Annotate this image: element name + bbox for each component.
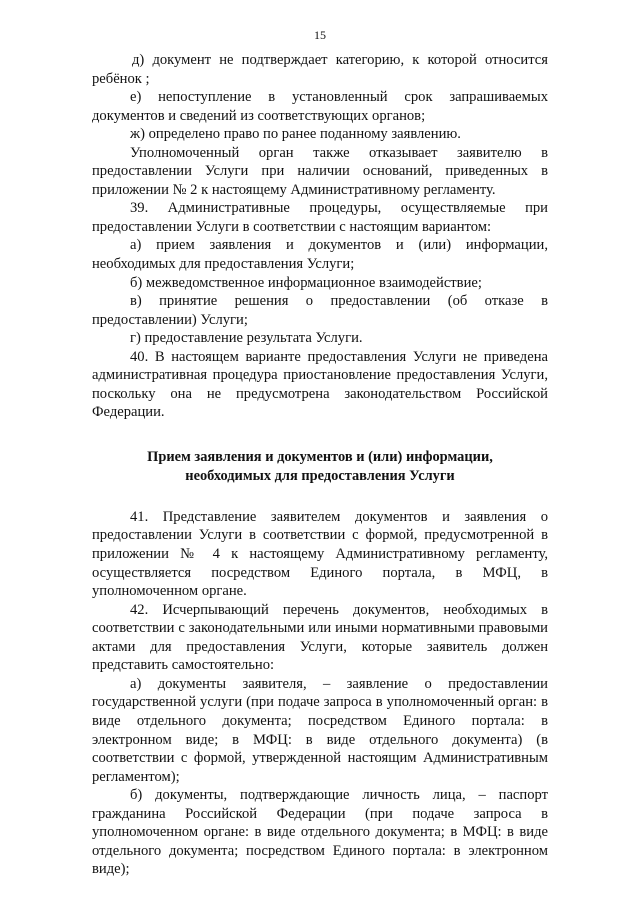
paragraph-39-v: в) принятие решения о предоставлении (об отказе в предоставлении) Услуги; [92, 293, 548, 328]
document-body [92, 51, 548, 879]
paragraph-39-g: г) предоставление результата Услуги. [130, 330, 363, 347]
section-heading [92, 448, 548, 486]
paragraph-e: е) непоступление в установленный срок запрашиваемых документов и сведений из соответствующих органов; [92, 89, 548, 124]
section-heading-line-2: необходимых для предоставления Услуги [185, 467, 455, 484]
paragraph-42-a: а) документы заявителя, – заявление о предоставлении государственной услуги (при подаче запроса в уполномоченный орган: в виде отдельного документа; посредством Единого портала: в электронном виде; в МФЦ: в виде отдельного документа) (в соответствии с формой, утвержденной настоящим Административным регламентом); [92, 675, 548, 785]
section-heading-line-1: Прием заявления и документов и (или) информации, [147, 448, 493, 465]
paragraph-d: д) документ не подтверждает категорию, к которой относится ребёнок ; [92, 52, 548, 87]
paragraph-42: 42. Исчерпывающий перечень документов, необходимых в соответствии с законодательными или иными нормативными правовыми актами для предоставления Услуги, которые заявитель должен представить самостоятельно: [92, 601, 548, 674]
paragraph-42-b: б) документы, подтверждающие личность лица, – паспорт гражданина Российской Федерации (при подаче запроса в уполномоченном органе: в виде отдельного документа; в МФЦ: в виде отдельного документа; посредством Единого портала: в электронном виде); [92, 787, 548, 878]
paragraph-40: 40. В настоящем варианте предоставления Услуги не приведена административная процедура приостановление предоставления Услуги, поскольку она не предусмотрена законодательством Российской Федерации. [92, 348, 548, 421]
paragraph-39-a: а) прием заявления и документов и (или) информации, необходимых для предоставления Услуги; [92, 237, 548, 273]
paragraph-39-b: б) межведомственное информационное взаимодействие; [130, 274, 482, 291]
page-number: 15 [314, 28, 326, 42]
paragraph-39: 39. Административные процедуры, осуществляемые при предоставлении Услуги в соответствии с настоящим вариантом: [92, 200, 548, 235]
paragraph-41: 41. Представление заявителем документов и заявления о предоставлении Услуги в соответствии с формой, предусмотренной в приложении № 4 к настоящему Административному регламенту, осуществляется посредством Единого портала, в МФЦ, в уполномоченном органе. [92, 508, 548, 600]
paragraph-refusal: Уполномоченный орган также отказывает заявителю в предоставлении Услуги при наличии оснований, приведенных в приложении № 2 к настоящему Административному регламенту. [92, 144, 548, 198]
paragraph-zh: ж) определено право по ранее поданному заявлению. [130, 126, 461, 143]
